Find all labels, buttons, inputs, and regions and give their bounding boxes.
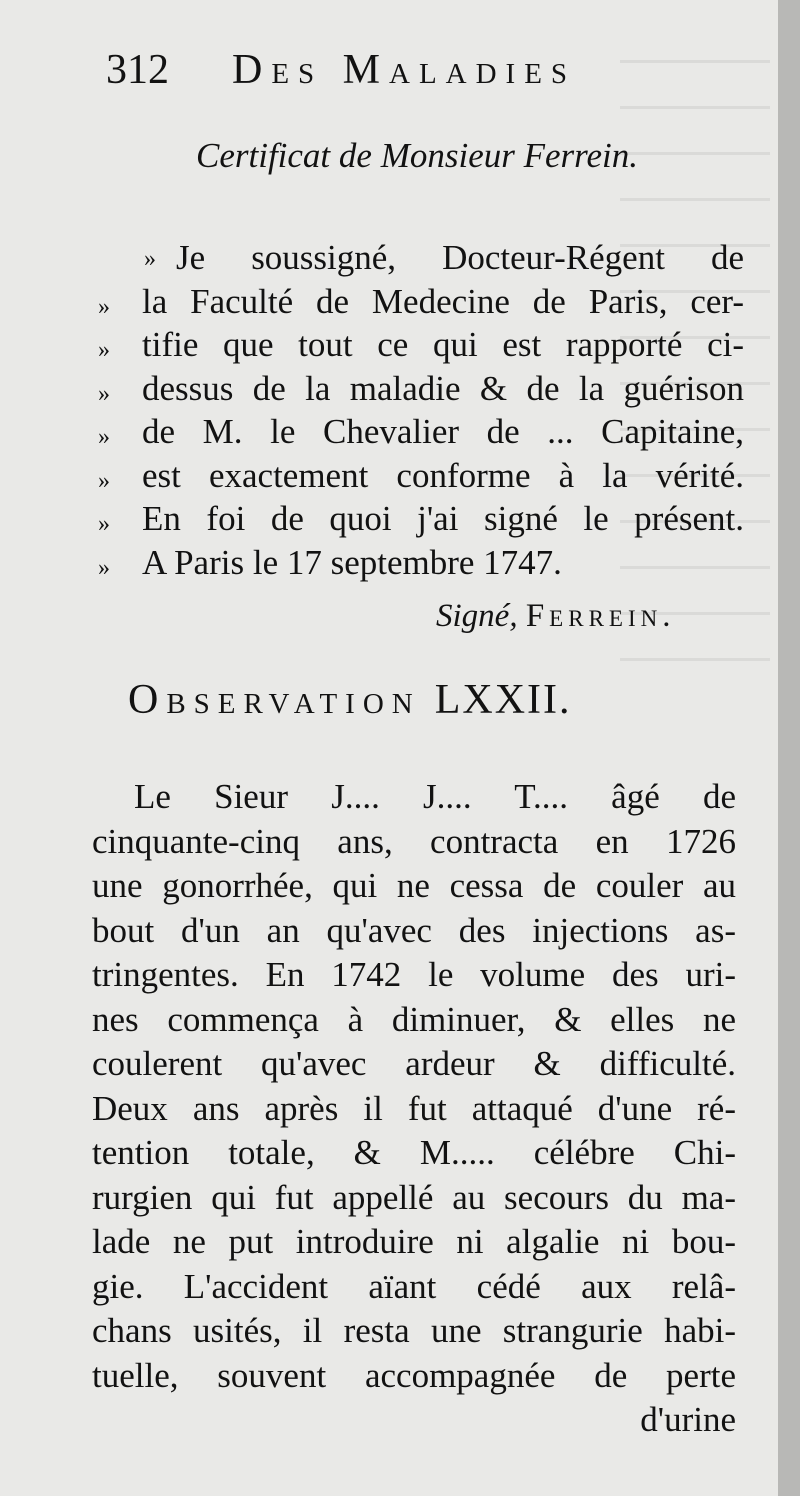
quote-mark: » (98, 380, 110, 407)
certificate-line-text: En foi de quoi j'ai signé le présent. (142, 499, 744, 538)
catchword: d'urine (640, 1400, 736, 1439)
body-line: cinquante-cinq ans, contracta en 1726 (92, 821, 736, 861)
observation-number: LXXII. (434, 677, 572, 723)
body-line: Le Sieur J.... J.... T.... âgé de (134, 777, 736, 816)
quote-mark: » (98, 424, 110, 450)
quote-mark: » (98, 554, 110, 581)
quote-mark: » (144, 246, 156, 272)
certificate-line-text: A Paris le 17 septembre 1747. (142, 542, 562, 582)
body-line: Deux ans après il fut attaqué d'une ré- (92, 1088, 736, 1128)
certificate-line-text: est exactement conforme à la vérité. (142, 455, 744, 495)
body-line: tuelle, souvent accompagnée de perte (92, 1355, 736, 1395)
observation-body (92, 775, 736, 1443)
certificate-body (98, 236, 744, 584)
certificate-line (98, 497, 744, 541)
certificate-line (98, 541, 744, 585)
running-title: Des Maladies (232, 47, 577, 93)
certificate-line-text: tifie que tout ce qui est rapporté ci- (142, 325, 744, 364)
page-edge-shadow (778, 0, 800, 1496)
certificate-line-text: de M. le Chevalier de ... Capitaine, (142, 412, 744, 451)
observation-label: Observation (128, 677, 421, 723)
body-line: une gonorrhée, qui ne cessa de couler au (92, 866, 736, 905)
quote-mark: » (98, 511, 110, 537)
body-line: rurgien qui fut appellé au secours du ma- (92, 1177, 736, 1217)
certificate-line (98, 454, 744, 498)
signature (436, 598, 675, 635)
certificate-line (98, 236, 744, 280)
quote-mark: » (98, 467, 110, 494)
signature-label: Signé, (436, 598, 518, 634)
body-line: tringentes. En 1742 le volume des uri- (92, 955, 736, 994)
certificate-line-text: la Faculté de Medecine de Paris, cer- (142, 281, 744, 321)
certificate-title: Certificat de Monsieur Ferrein. (196, 136, 638, 175)
body-line: bout d'un an qu'avec des injections as- (92, 910, 736, 950)
certificate-line-text: Je soussigné, Docteur-Régent de (176, 238, 744, 277)
certificate-line (98, 367, 744, 411)
body-line: nes commença à diminuer, & elles ne (92, 999, 736, 1039)
signature-name: Ferrein. (525, 598, 676, 634)
body-line: coulerent qu'avec ardeur & difficulté. (92, 1044, 736, 1083)
body-line: lade ne put introduire ni algalie ni bou- (92, 1222, 736, 1261)
body-line: gie. L'accident aïant cédé aux relâ- (92, 1266, 736, 1306)
observation-heading (128, 676, 572, 724)
certificate-line (98, 410, 744, 454)
page-number: 312 (106, 47, 169, 93)
certificate-line (98, 323, 744, 367)
quote-mark: » (98, 293, 110, 320)
certificate-line (98, 280, 744, 324)
certificate-line-text: dessus de la maladie & de la guérison (142, 368, 744, 408)
body-line: tention totale, & M..... célébre Chi- (92, 1133, 736, 1172)
body-line: chans usités, il resta une strangurie habi- (92, 1311, 736, 1350)
quote-mark: » (98, 337, 110, 363)
page-header (106, 46, 666, 102)
